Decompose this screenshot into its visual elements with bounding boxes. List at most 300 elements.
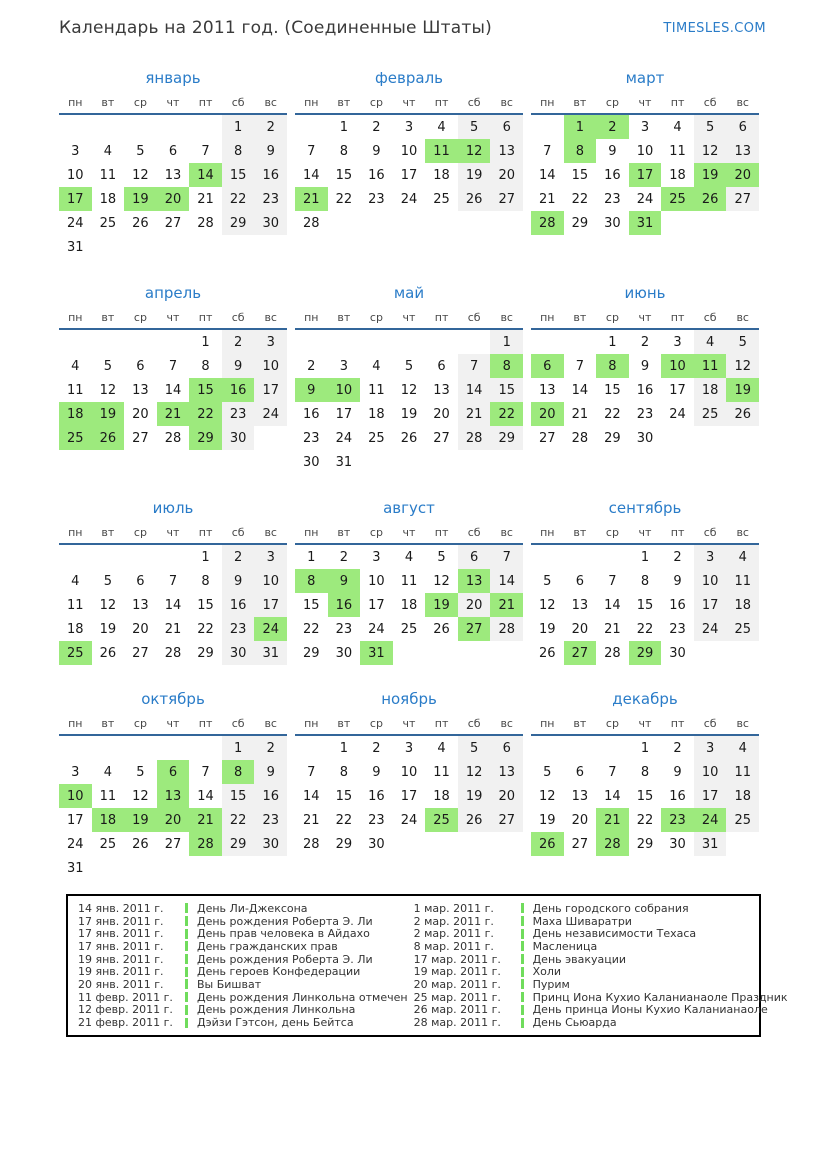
empty-cell — [490, 641, 523, 665]
empty-cell — [425, 641, 458, 665]
day-cell: 14 — [164, 382, 182, 398]
day-cell: 23 — [604, 191, 621, 207]
day-cell: 25 — [726, 617, 759, 641]
empty-cell — [490, 832, 523, 856]
day-cell: 7 — [201, 143, 210, 159]
month-days — [295, 545, 523, 665]
legend-date: 17 янв. 2011 г. — [78, 927, 164, 941]
holiday-legend — [66, 894, 788, 1037]
empty-cell — [92, 115, 125, 139]
empty-cell — [59, 545, 92, 569]
day-cell: 31 — [335, 454, 353, 470]
empty-cell — [189, 736, 222, 760]
weekday-label: пт — [198, 717, 213, 730]
month-days — [295, 115, 523, 235]
day-cell: 2 — [254, 115, 287, 139]
day-cell: 10 — [400, 143, 418, 159]
legend-item — [78, 902, 408, 915]
day-cell: 4 — [437, 119, 446, 135]
day-cell: 6 — [136, 358, 145, 374]
legend-holiday-name: День городского собрания — [532, 902, 689, 915]
weekday-label: вт — [101, 526, 115, 539]
day-cell: 7 — [575, 358, 584, 374]
day-cell: 16 — [368, 167, 385, 183]
day-cell: 23 — [636, 406, 654, 422]
month-october — [59, 690, 287, 880]
empty-cell — [157, 856, 190, 880]
empty-cell — [254, 426, 287, 450]
day-cell: 28 — [197, 215, 214, 231]
empty-cell — [458, 641, 491, 665]
day-cell: 10 — [254, 569, 287, 593]
day-cell: 26 — [132, 836, 149, 852]
weekday-label: ср — [605, 311, 619, 324]
day-cell: 26 — [433, 621, 450, 637]
day-cell: 1 — [222, 736, 255, 760]
weekday-header — [59, 96, 287, 115]
day-cell: 9 — [328, 569, 361, 593]
month-title: ноябрь — [381, 690, 437, 708]
day-cell: 19 — [458, 163, 491, 187]
legend-date: 25 мар. 2011 г. — [413, 990, 501, 1004]
weekday-label: пт — [434, 717, 449, 730]
month-september — [531, 499, 759, 665]
page-title: Календарь на 2011 год. (Соединенные Штаты) — [59, 18, 492, 38]
empty-cell — [531, 736, 564, 760]
day-cell: 5 — [103, 358, 112, 374]
day-cell: 17 — [368, 597, 385, 613]
day-cell: 24 — [254, 617, 287, 641]
day-cell: 26 — [694, 187, 727, 211]
day-cell: 14 — [490, 569, 523, 593]
weekday-label: чт — [638, 96, 652, 109]
weekday-label: вт — [573, 311, 587, 324]
legend-holiday-name: День Сьюарда — [532, 1016, 617, 1029]
weekday-label: пн — [304, 526, 319, 539]
day-cell: 22 — [189, 402, 222, 426]
day-cell: 4 — [71, 573, 80, 589]
empty-cell — [596, 736, 629, 760]
day-cell: 7 — [490, 545, 523, 569]
weekday-label: ср — [605, 96, 619, 109]
legend-holiday-name: Маха Шиваратри — [532, 914, 632, 928]
empty-cell — [425, 450, 458, 474]
day-cell: 5 — [136, 764, 145, 780]
empty-cell — [425, 832, 458, 856]
day-cell: 14 — [539, 167, 556, 183]
day-cell: 17 — [400, 167, 418, 183]
weekday-label: пн — [68, 526, 83, 539]
day-cell: 10 — [636, 143, 654, 159]
day-cell: 30 — [669, 836, 686, 852]
day-cell: 1 — [201, 334, 210, 350]
day-cell: 18 — [67, 621, 84, 637]
legend-item — [414, 991, 788, 1004]
day-cell: 11 — [425, 139, 458, 163]
day-cell: 24 — [67, 215, 84, 231]
day-cell: 28 — [164, 645, 182, 661]
day-cell: 11 — [694, 354, 727, 378]
holiday-marker-icon — [185, 954, 188, 964]
legend-holiday-name: День гражданских прав — [197, 940, 338, 953]
weekday-label: сб — [467, 311, 481, 324]
weekday-label: пт — [670, 717, 685, 730]
day-cell: 29 — [222, 211, 255, 235]
empty-cell — [360, 330, 393, 354]
day-cell: 11 — [67, 382, 84, 398]
day-cell: 30 — [254, 832, 287, 856]
month-november — [295, 690, 523, 856]
month-days — [295, 330, 523, 474]
day-cell: 7 — [608, 764, 617, 780]
day-cell: 22 — [222, 808, 255, 832]
day-cell: 14 — [571, 382, 589, 398]
day-cell: 27 — [490, 808, 523, 832]
weekday-header — [295, 526, 523, 545]
day-cell: 2 — [339, 549, 348, 565]
weekday-label: пт — [670, 526, 685, 539]
day-cell: 3 — [339, 358, 348, 374]
day-cell: 15 — [335, 788, 353, 804]
day-cell: 9 — [295, 378, 328, 402]
day-cell: 3 — [71, 764, 80, 780]
day-cell: 3 — [254, 330, 287, 354]
day-cell: 10 — [254, 354, 287, 378]
day-cell: 2 — [307, 358, 316, 374]
day-cell: 5 — [136, 143, 145, 159]
legend-item — [78, 1004, 408, 1017]
legend-date: 8 мар. 2011 г. — [413, 940, 494, 953]
month-title: октябрь — [141, 690, 205, 708]
day-cell: 15 — [571, 167, 589, 183]
weekday-label: пн — [68, 96, 83, 109]
day-cell: 12 — [99, 382, 117, 398]
weekday-header — [531, 526, 759, 545]
day-cell: 2 — [673, 549, 682, 565]
weekday-label: чт — [638, 311, 652, 324]
day-cell: 5 — [543, 573, 552, 589]
legend-item — [414, 940, 788, 953]
empty-cell — [189, 235, 222, 259]
day-cell: 10 — [67, 167, 84, 183]
day-cell: 11 — [726, 760, 759, 784]
day-cell: 14 — [197, 788, 214, 804]
day-cell: 17 — [694, 784, 727, 808]
legend-holiday-name: Принц Иона Кухио Каланианаоле Праздник — [532, 990, 788, 1004]
empty-cell — [393, 211, 426, 235]
day-cell: 26 — [726, 402, 759, 426]
holiday-marker-icon — [521, 929, 524, 939]
weekday-label: вс — [264, 717, 277, 730]
weekday-label: вс — [264, 526, 277, 539]
legend-date: 12 февр. 2011 г. — [78, 1003, 173, 1017]
day-cell: 14 — [303, 788, 320, 804]
weekday-label: пт — [670, 96, 685, 109]
empty-cell — [92, 235, 125, 259]
weekday-label: сб — [703, 717, 717, 730]
day-cell: 19 — [124, 187, 157, 211]
day-cell: 2 — [222, 545, 255, 569]
day-cell: 2 — [222, 330, 255, 354]
day-cell: 24 — [368, 621, 385, 637]
day-cell: 26 — [458, 808, 491, 832]
weekday-label: ср — [133, 526, 147, 539]
day-cell: 8 — [222, 139, 255, 163]
day-cell: 25 — [368, 430, 385, 446]
day-cell: 30 — [368, 836, 385, 852]
month-march — [531, 69, 759, 235]
day-cell: 5 — [543, 764, 552, 780]
empty-cell — [726, 426, 759, 450]
day-cell: 6 — [437, 358, 446, 374]
day-cell: 30 — [669, 645, 686, 661]
weekday-label: пн — [304, 311, 319, 324]
empty-cell — [157, 235, 190, 259]
day-cell: 5 — [458, 115, 491, 139]
day-cell: 16 — [303, 406, 320, 422]
day-cell: 19 — [539, 812, 556, 828]
weekday-label: ср — [369, 311, 383, 324]
weekday-label: сб — [231, 96, 245, 109]
month-june — [531, 284, 759, 450]
brand-link[interactable]: TIMESLES.COM — [663, 21, 766, 36]
day-cell: 21 — [490, 593, 523, 617]
empty-cell — [295, 115, 328, 139]
day-cell: 23 — [303, 430, 320, 446]
day-cell: 6 — [575, 573, 584, 589]
day-cell: 16 — [604, 167, 621, 183]
day-cell: 21 — [164, 621, 182, 637]
day-cell: 21 — [303, 812, 320, 828]
day-cell: 4 — [673, 119, 682, 135]
day-cell: 19 — [92, 402, 125, 426]
legend-holiday-name: День рождения Роберта Э. Ли — [197, 952, 373, 966]
weekday-label: вс — [500, 526, 513, 539]
day-cell: 2 — [596, 115, 629, 139]
weekday-label: чт — [166, 96, 180, 109]
empty-cell — [124, 736, 157, 760]
legend-holiday-name: День рождения Линкольна — [197, 1003, 356, 1017]
day-cell: 30 — [254, 211, 287, 235]
day-cell: 20 — [458, 593, 491, 617]
empty-cell — [59, 330, 92, 354]
legend-item — [78, 1016, 408, 1029]
day-cell: 25 — [59, 641, 92, 665]
day-cell: 1 — [222, 115, 255, 139]
weekday-header — [295, 311, 523, 330]
empty-cell — [124, 545, 157, 569]
day-cell: 4 — [103, 143, 112, 159]
weekday-label: чт — [402, 526, 416, 539]
day-cell: 13 — [490, 139, 523, 163]
empty-cell — [531, 545, 564, 569]
month-august — [295, 499, 523, 665]
weekday-label: пн — [68, 311, 83, 324]
legend-item — [78, 953, 408, 966]
calendar-grid — [59, 69, 766, 880]
empty-cell — [189, 115, 222, 139]
day-cell: 27 — [458, 617, 491, 641]
month-title: май — [393, 284, 425, 302]
day-cell: 26 — [458, 187, 491, 211]
empty-cell — [124, 856, 157, 880]
holiday-marker-icon — [185, 1018, 188, 1028]
weekday-label: сб — [231, 311, 245, 324]
holiday-marker-icon — [185, 979, 188, 989]
day-cell: 16 — [222, 593, 255, 617]
day-cell: 28 — [164, 430, 182, 446]
day-cell: 29 — [571, 215, 589, 231]
day-cell: 13 — [726, 139, 759, 163]
day-cell: 19 — [99, 621, 117, 637]
legend-date: 17 мар. 2011 г. — [413, 952, 501, 966]
day-cell: 21 — [571, 406, 589, 422]
day-cell: 22 — [222, 187, 255, 211]
day-cell: 31 — [67, 239, 84, 255]
day-cell: 5 — [404, 358, 414, 374]
holiday-marker-icon — [521, 1018, 524, 1028]
day-cell: 18 — [669, 167, 686, 183]
day-cell: 7 — [608, 573, 617, 589]
legend-date: 2 мар. 2011 г. — [413, 914, 494, 928]
day-cell: 23 — [368, 812, 385, 828]
empty-cell — [222, 856, 255, 880]
legend-holiday-name: Пурим — [532, 978, 570, 991]
day-cell: 29 — [335, 836, 353, 852]
weekday-label: вт — [337, 526, 351, 539]
legend-holiday-name: День героев Конфедерации — [197, 965, 361, 979]
day-cell: 4 — [694, 330, 727, 354]
day-cell: 6 — [726, 115, 759, 139]
day-cell: 27 — [571, 836, 589, 852]
day-cell: 15 — [490, 378, 523, 402]
holiday-marker-icon — [185, 903, 188, 913]
empty-cell — [124, 115, 157, 139]
day-cell: 15 — [604, 382, 621, 398]
holiday-marker-icon — [185, 916, 188, 926]
day-cell: 16 — [222, 378, 255, 402]
legend-item — [78, 915, 408, 928]
day-cell: 18 — [726, 593, 759, 617]
day-cell: 24 — [694, 808, 727, 832]
weekday-label: сб — [467, 526, 481, 539]
day-cell: 2 — [372, 119, 381, 135]
holiday-marker-icon — [521, 992, 524, 1002]
day-cell: 22 — [303, 621, 320, 637]
day-cell: 3 — [71, 143, 80, 159]
legend-item — [414, 902, 788, 915]
day-cell: 28 — [596, 832, 629, 856]
empty-cell — [295, 736, 328, 760]
day-cell: 15 — [222, 163, 255, 187]
day-cell: 18 — [368, 406, 385, 422]
weekday-label: вс — [736, 96, 749, 109]
weekday-label: сб — [467, 717, 481, 730]
day-cell: 14 — [458, 378, 491, 402]
empty-cell — [596, 545, 629, 569]
day-cell: 6 — [458, 545, 491, 569]
day-cell: 29 — [604, 430, 621, 446]
empty-cell — [661, 426, 694, 450]
weekday-label: ср — [369, 96, 383, 109]
day-cell: 7 — [543, 143, 552, 159]
day-cell: 28 — [490, 617, 523, 641]
day-cell: 11 — [99, 167, 117, 183]
day-cell: 7 — [168, 358, 178, 374]
weekday-header — [531, 96, 759, 115]
day-cell: 23 — [368, 191, 385, 207]
day-cell: 15 — [636, 597, 654, 613]
day-cell: 30 — [303, 454, 320, 470]
day-cell: 10 — [694, 569, 727, 593]
day-cell: 1 — [490, 330, 523, 354]
day-cell: 17 — [629, 163, 662, 187]
day-cell: 7 — [458, 354, 491, 378]
day-cell: 9 — [372, 143, 381, 159]
day-cell: 20 — [132, 621, 149, 637]
weekday-label: вт — [573, 526, 587, 539]
day-cell: 28 — [571, 430, 589, 446]
legend-item — [78, 927, 408, 940]
day-cell: 9 — [673, 573, 682, 589]
empty-cell — [92, 856, 125, 880]
empty-cell — [694, 426, 727, 450]
holiday-marker-icon — [521, 916, 524, 926]
day-cell: 19 — [425, 593, 458, 617]
empty-cell — [564, 545, 597, 569]
day-cell: 3 — [694, 545, 727, 569]
day-cell: 12 — [539, 597, 556, 613]
month-january — [59, 69, 287, 259]
empty-cell — [393, 641, 426, 665]
day-cell: 1 — [201, 549, 210, 565]
day-cell: 15 — [222, 784, 255, 808]
month-title: март — [625, 69, 665, 87]
day-cell: 18 — [99, 191, 117, 207]
weekday-label: чт — [402, 311, 416, 324]
day-cell: 18 — [92, 808, 125, 832]
month-days — [531, 330, 759, 450]
day-cell: 11 — [669, 143, 686, 159]
empty-cell — [157, 115, 190, 139]
day-cell: 10 — [694, 760, 727, 784]
day-cell: 17 — [400, 788, 418, 804]
day-cell: 21 — [157, 402, 190, 426]
day-cell: 30 — [604, 215, 621, 231]
month-may — [295, 284, 523, 474]
day-cell: 27 — [132, 645, 149, 661]
day-cell: 25 — [433, 191, 450, 207]
day-cell: 20 — [157, 808, 190, 832]
legend-column — [78, 902, 408, 1029]
day-cell: 14 — [303, 167, 320, 183]
day-cell: 17 — [254, 593, 287, 617]
day-cell: 24 — [636, 191, 654, 207]
legend-holiday-name: Масленица — [532, 940, 598, 953]
day-cell: 20 — [726, 163, 759, 187]
month-days — [59, 115, 287, 259]
day-cell: 16 — [636, 382, 654, 398]
day-cell: 8 — [222, 760, 255, 784]
day-cell: 11 — [400, 573, 418, 589]
day-cell: 16 — [669, 788, 686, 804]
day-cell: 16 — [254, 163, 287, 187]
weekday-label: ср — [133, 717, 147, 730]
day-cell: 4 — [726, 545, 759, 569]
day-cell: 12 — [539, 788, 556, 804]
day-cell: 20 — [433, 406, 450, 422]
legend-item — [414, 978, 788, 991]
